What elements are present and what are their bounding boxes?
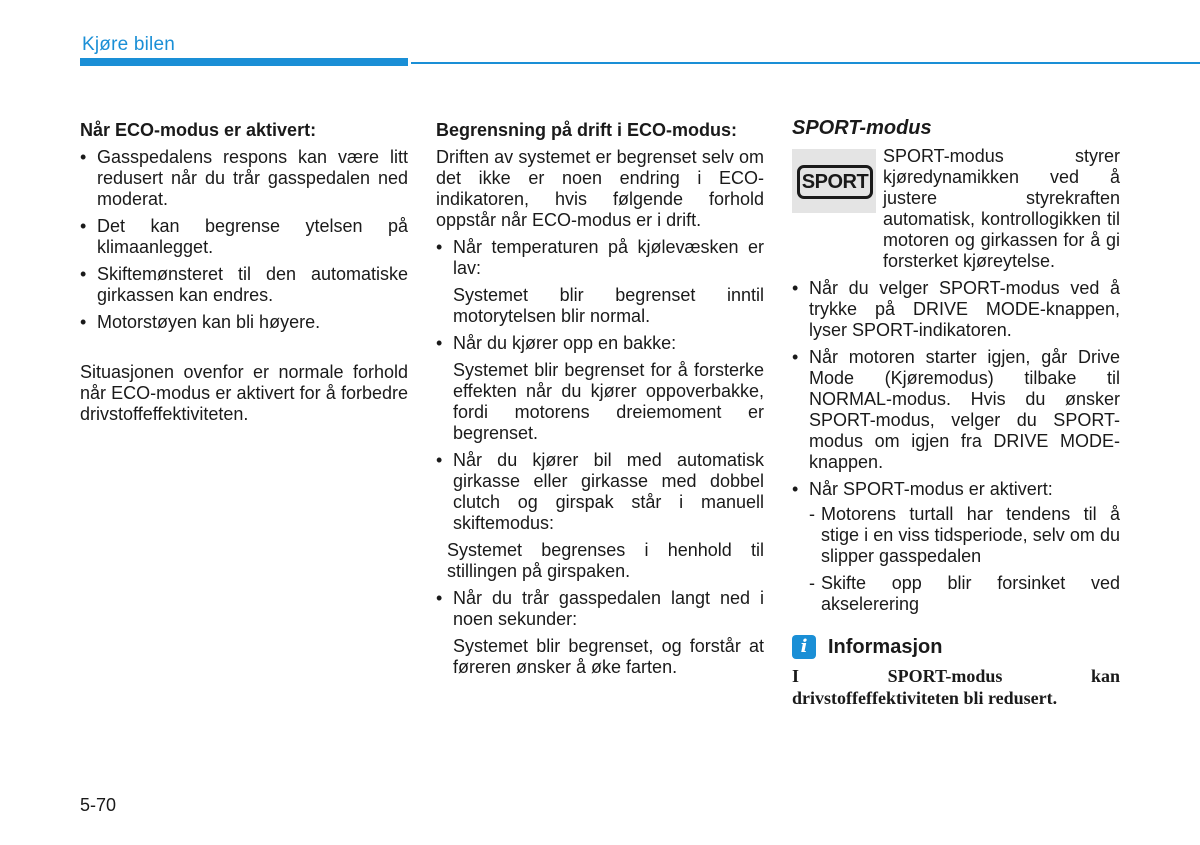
eco-limits-list [436, 237, 764, 279]
list-item: • Skiftemønsteret til den automatiske girkassen kan endres. [80, 264, 408, 306]
eco-limits-list-4 [436, 588, 764, 630]
column-eco-limits [436, 120, 764, 684]
dash-item: - Skifte opp blir forsinket ved akselerering [809, 573, 1120, 615]
eco-limits-list-3 [436, 450, 764, 534]
list-item-note: Systemet blir begrenset for å forsterke effekten når du kjører oppoverbakke, fordi motorens dreiemoment er begrenset. [453, 360, 764, 443]
dash-item: - Motorens turtall har tendens til å stige i en viss tidsperiode, selv om du slipper gasspedalen [809, 504, 1120, 567]
sport-indicator-icon: SPORT [797, 165, 873, 199]
eco-limits-heading: Begrensning på drift i ECO-modus: [436, 120, 738, 140]
info-heading-text: Informasjon [828, 635, 943, 658]
info-text: I SPORT-modus kan drivstoffeffektiviteten bli redusert. [792, 666, 1120, 708]
column-eco-active [80, 120, 408, 425]
list-item: • Når du kjører bil med automatisk girkasse eller girkasse med dobbel clutch og girspak står i manuell skiftemodus: [436, 450, 764, 534]
sport-dash-list [809, 504, 1120, 615]
list-item: • Gasspedalens respons kan være litt redusert når du trår gasspedalen ned moderat. [80, 147, 408, 210]
list-item-note: Systemet begrenses i henhold til stillingen på girspaken. [447, 540, 764, 581]
list-item: • Når temperaturen på kjølevæsken er lav: [436, 237, 764, 279]
sport-list [792, 278, 1120, 615]
eco-note-paragraph: Situasjonen ovenfor er normale forhold når ECO-modus er aktivert for å forbedre drivstoffeffektiviteten. [80, 362, 408, 424]
eco-limits-list-2 [436, 333, 764, 354]
header-rule-thin [411, 62, 1200, 64]
page-number: 5-70 [80, 795, 117, 815]
header-rule-thick [80, 58, 408, 66]
list-item: • Når du kjører opp en bakke: [436, 333, 764, 354]
list-item: • Det kan begrense ytelsen på klimaanlegget. [80, 216, 408, 258]
list-item: • Når du velger SPORT-modus ved å trykke på DRIVE MODE-knappen, lyser SPORT-indikatoren. [792, 278, 1120, 341]
section-title: Kjøre bilen [82, 34, 176, 55]
info-box [792, 635, 1120, 709]
list-item-text: Når SPORT-modus er aktivert: [809, 479, 1053, 499]
sport-intro-text: SPORT-modus styrer kjøredynamikken ved å justere styrekraften automatisk, kontrollogikken til motoren og girkassen for å gi forsterket kjøreytelse. [883, 146, 1120, 271]
list-item [792, 479, 1120, 615]
sport-intro-block [792, 146, 1120, 272]
list-item-note: Systemet blir begrenset inntil motorytelsen blir normal. [453, 285, 764, 326]
info-heading [792, 635, 1120, 659]
list-item-note: Systemet blir begrenset, og forstår at føreren ønsker å øke farten. [453, 636, 764, 677]
eco-active-list [80, 147, 408, 333]
sport-indicator-image [792, 149, 876, 213]
column-sport [792, 118, 1120, 709]
list-item: • Motorstøyen kan bli høyere. [80, 312, 408, 333]
eco-active-heading: Når ECO-modus er aktivert: [80, 120, 317, 140]
sport-heading: SPORT-modus [792, 117, 932, 139]
list-item: • Når motoren starter igjen, går Drive Mode (Kjøremodus) tilbake til NORMAL-modus. Hvis du ønsker SPORT-modus, velger du SPORT-modus om igjen fra DRIVE MODE-knappen. [792, 347, 1120, 473]
info-icon: i [792, 635, 816, 659]
eco-limits-intro: Driften av systemet er begrenset selv om det ikke er noen endring i ECO-indikatoren, hvis følgende forhold oppstår når ECO-modus er i drift. [436, 147, 764, 230]
list-item: • Når du trår gasspedalen langt ned i noen sekunder: [436, 588, 764, 630]
